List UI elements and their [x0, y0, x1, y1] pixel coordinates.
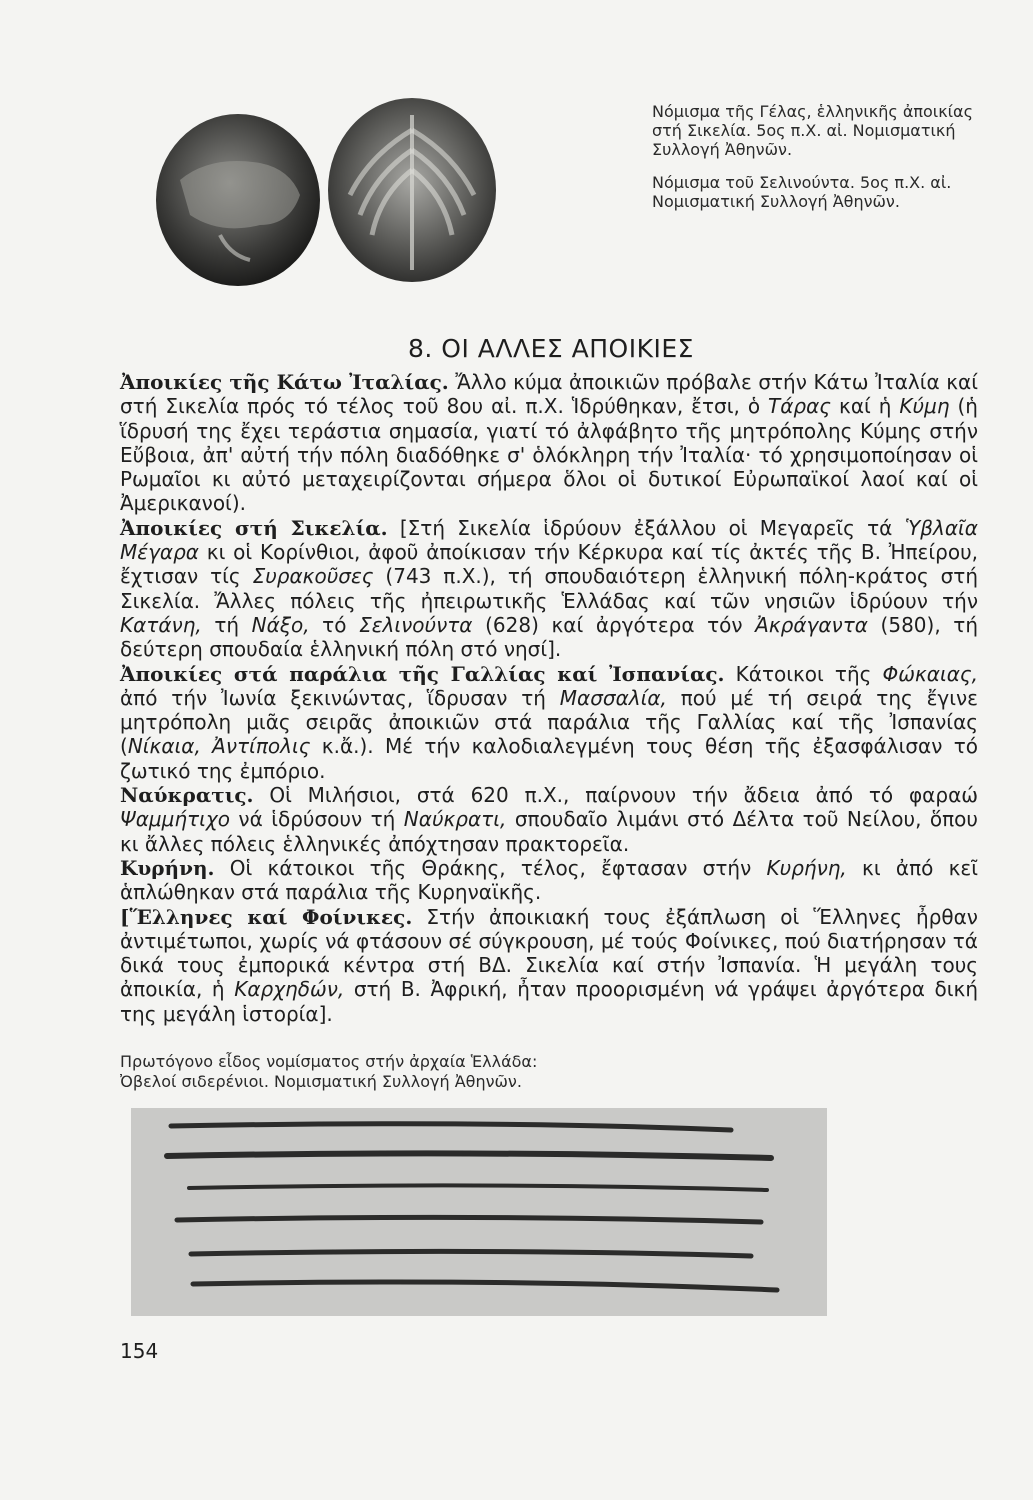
section-heading: Κυρήνη.: [120, 855, 215, 880]
selinous-coin-caption: Νόμισμα τοῦ Σελινούντα. 5ος π.Χ. αἰ. Νομισματική Συλλογή Ἀθηνῶν.: [652, 173, 952, 211]
section-heading: Ἀποικίες τῆς Κάτω Ἰταλίας.: [120, 370, 449, 394]
iron-obols-photo: [131, 1108, 827, 1316]
chapter-title: 8. ΟΙ ΑΛΛΕΣ ΑΠΟΙΚΙΕΣ: [408, 334, 694, 363]
section-heading: [Ἕλληνες καί Φοίνικες.: [120, 904, 413, 929]
gela-coin-caption: Νόμισμα τῆς Γέλας, ἑλληνικῆς ἀποικίας στή Σικελία. 5ος π.Χ. αἰ. Νομισματική Συλλογή Ἀθηνῶν.: [652, 102, 973, 159]
obols-caption-line: Ὀβελοί σιδερένιοι. Νομισματική Συλλογή Ἀθηνῶν.: [120, 1072, 522, 1091]
section-sicily: Ἀποικίες στή Σικελία. [Στή Σικελία ἱδρύουν ἐξάλλου οἱ Μεγαρεῖς τά Ὑβλαῖα Μέγαρα κι οἱ Κορίνθιοι, ἀφοῦ ἀποίκισαν τήν Κέρκυρα καί τίς ἀκτές τῆς Β. Ἠπείρου, ἔχτισαν τίς Συρακοῦσες (743 π.Χ.), τή σπουδαιότερη ἑλληνική πόλη-κράτος στή Σικελία. Ἄλλες πόλεις τῆς ἠπειρωτικῆς Ἑλλάδας καί τῶν νησιῶν ἱδρύουν τήν Κατάνη, τή Νάξο, τό Σελινούντα (628) καί ἀργότερα τόν Ἀκράγαντα (580), τή δεύτερη σπουδαία ἑλληνική πόλη στό νησί].: [120, 515, 979, 662]
section-naukratis: Ναύκρατις. Οἱ Μιλήσιοι, στά 620 π.Χ., παίρνουν τήν ἄδεια ἀπό τό φαραώ Ψαμμήτιχο νά ἱδρύσουν τή Ναύκρατι, σπουδαῖο λιμάνι στό Δέλτα τοῦ Νείλου, ὅπου κι ἄλλες πόλεις ἑλληνικές ἀπόχτησαν πρακτορεῖα.: [120, 783, 978, 856]
section-gaul-iberia: Ἀποικίες στά παράλια τῆς Γαλλίας καί Ἰσπανίας. Κάτοικοι τῆς Φώκαιας, ἀπό τήν Ἰωνία ξεκινώντας, ἵδρυσαν τή Μασσαλία, πού μέ τή σειρά της ἔγινε μητρόπολη μιᾶς σειρᾶς ἀποικιῶν στά παράλια τῆς Γαλλίας καί τῆς Ἰσπανίας (Νίκαια, Ἀντίπολις κ.ἄ.). Μέ τήν καλοδιαλεγμένη τους θέση τῆς ἐξασφάλισαν τό ζωτικό της ἐμπόριο.: [120, 661, 978, 783]
iron-rod: [171, 1124, 731, 1130]
iron-rod: [189, 1185, 767, 1190]
iron-rod: [191, 1251, 751, 1256]
selinous-coin: [328, 98, 496, 282]
obols-caption: [120, 1052, 820, 1092]
obols-caption-line: Πρωτόγονο εἶδος νομίσματος στήν ἀρχαία Ἑλλάδα:: [120, 1052, 538, 1071]
section-heading: Ἀποικίες στή Σικελία.: [120, 515, 388, 540]
body-text: [120, 370, 978, 1026]
iron-rod: [193, 1282, 777, 1290]
section-heading: Ἀποικίες στά παράλια τῆς Γαλλίας καί Ἰσπανίας.: [120, 661, 725, 686]
gela-coin: [156, 114, 320, 286]
iron-rod: [177, 1217, 761, 1222]
section-greeks-phoenicians: [Ἕλληνες καί Φοίνικες. Στήν ἀποικιακή τους ἐξάπλωση οἱ Ἕλληνες ἦρθαν ἀντιμέτωποι, χωρίς νά φτάσουν σέ σύγκρουση, μέ τούς Φοίνικες, πού διατήρησαν τά δικά τους ἐμπορικά κέντρα στή ΒΔ. Σικελία καί στήν Ἰσπανία. Ἡ μεγάλη τους ἀποικία, ἡ Καρχηδών, στή Β. Ἀφρική, ἦταν προορισμένη νά γράψει ἀργότερα δική της μεγάλη ἱστορία].: [120, 904, 979, 1026]
section-cyrene: Κυρήνη. Οἱ κάτοικοι τῆς Θράκης, τέλος, ἔφτασαν στήν Κυρήνη, κι ἀπό κεῖ ἁπλώθηκαν στά παράλια τῆς Κυρηναϊκῆς.: [120, 855, 978, 905]
page-number: 154: [120, 1339, 159, 1363]
coins-photo: [150, 85, 500, 295]
coins-caption: [652, 102, 982, 225]
iron-rod: [167, 1153, 771, 1158]
section-heading: Ναύκρατις.: [120, 783, 254, 808]
section-southern-italy: Ἀποικίες τῆς Κάτω Ἰταλίας. Ἄλλο κύμα ἀποικιῶν πρόβαλε στήν Κάτω Ἰταλία καί στή Σικελία πρός τό τέλος τοῦ 8ου αἰ. π.Χ. Ἱδρύθηκαν, ἔτσι, ὁ Τάρας καί ἡ Κύμη (ἡ ἵδρυσή της ἔχει τεράστια σημασία, γιατί τό ἀλφάβητο τῆς μητρόπολης Κύμης στήν Εὔβοια, ἀπ' αὐτή τήν πόλη διαδόθηκε σ' ὁλόκληρη τήν Ἰταλία· τό χρησιμοποίησαν οἱ Ρωμαῖοι κι αὐτό μεταχειρίζονται σήμερα ὅλοι οἱ δυτικοί Εὐρωπαϊκοί λαοί καί οἱ Ἀμερικανοί).: [120, 370, 978, 516]
